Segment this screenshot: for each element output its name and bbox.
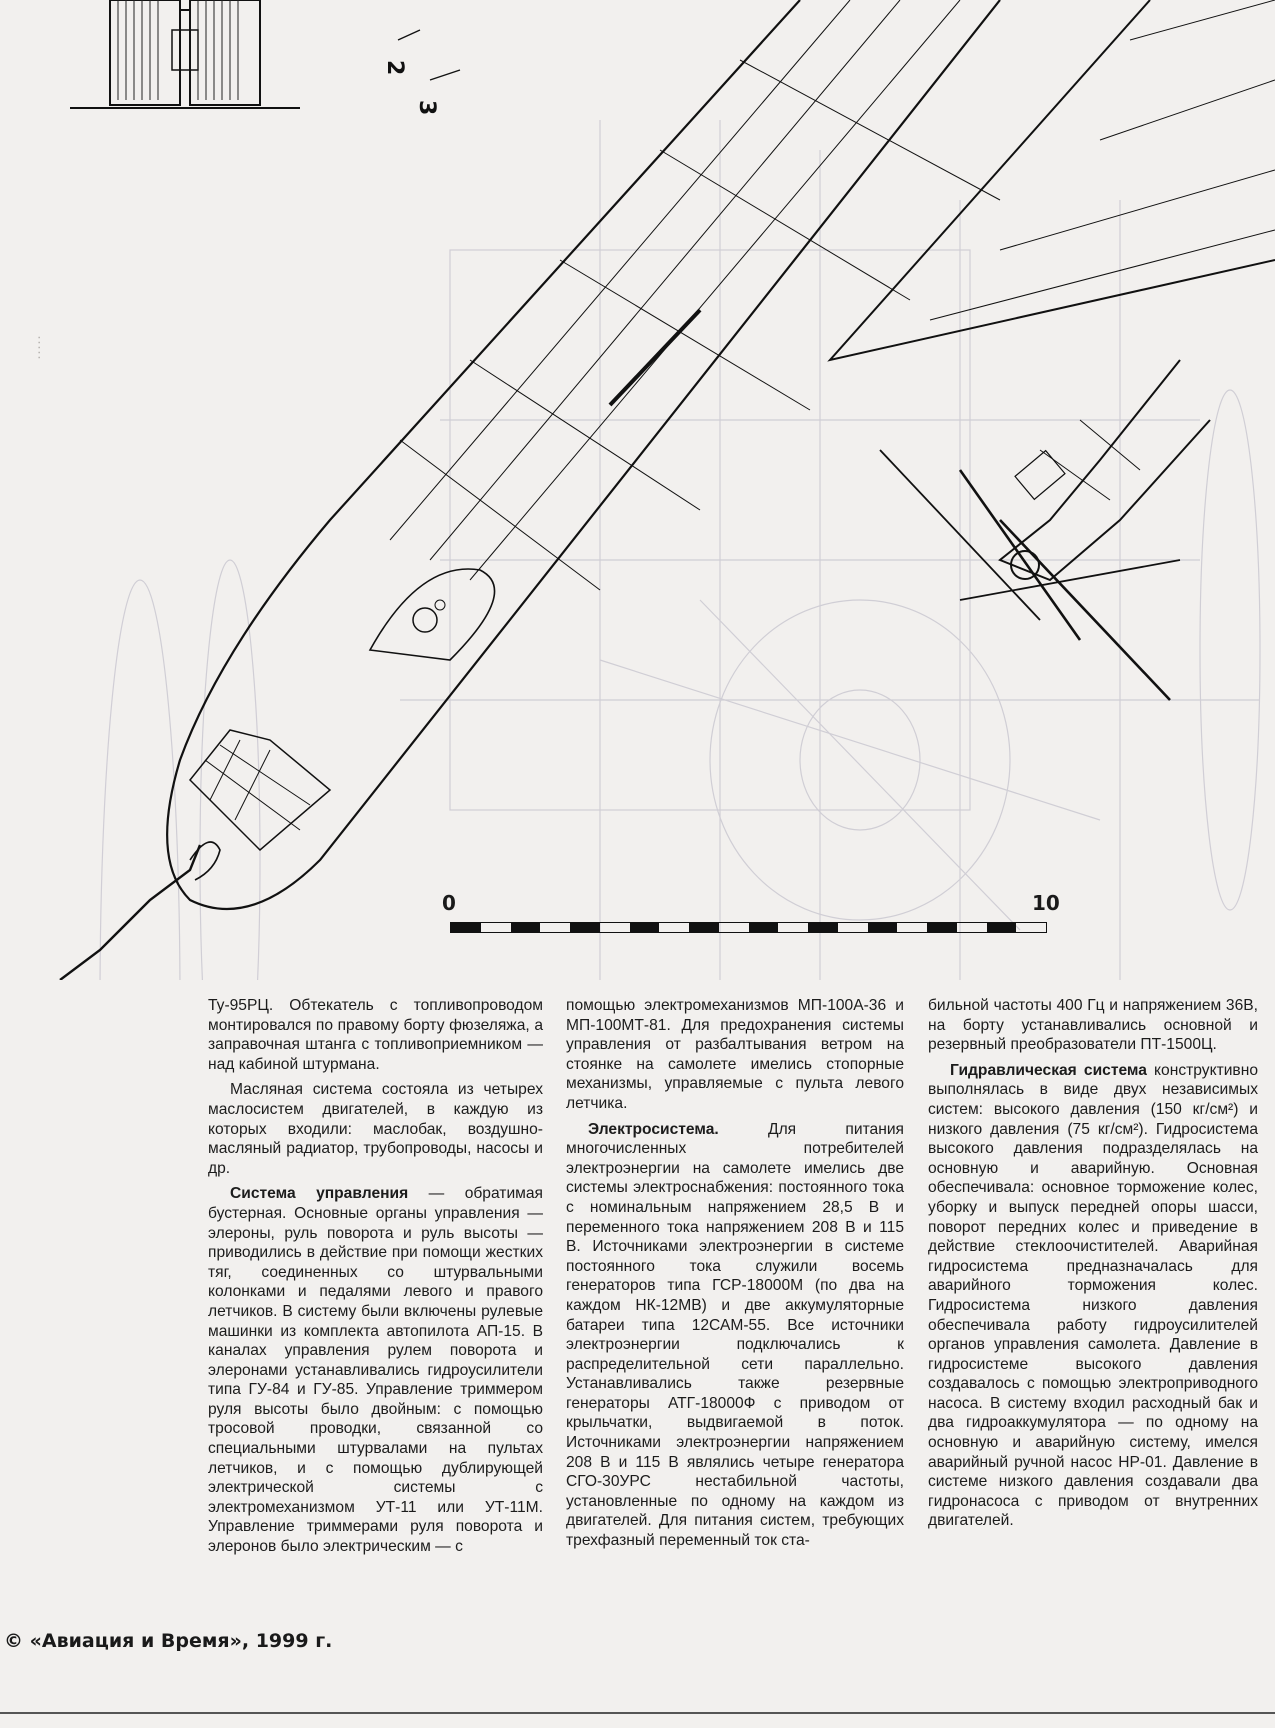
paragraph-rc: Ту-95РЦ. Обтекатель с топливопроводом монтировался по правому борту фюзеляжа, а заправочная штанга с топливоприемником — над кабиной штурмана. [208,997,543,1073]
text-column-3 [928,996,1258,1537]
scale-end-label: 10 [1032,891,1060,915]
paragraph-control-system [208,1184,543,1556]
heading-hydraulic: Гидравлическая система [950,1061,1147,1079]
control-system-text: — обратимая бустерная. Основные органы управления — элероны, руль поворота и руль высоты — приводились в действие при помощи жестких тяг, соединенных со штурвальными колонками и педалями левого и правого летчиков. В систему были включены рулевые машинки из комплекта автопилота АП-15. В каналах управления рулем поворота и элеронами устанавливались гидроусилители типа ГУ-84 и ГУ-85. Управление триммером руля высоты было двойным: с помощью тросовой проводки, связанной со специальными штурвалами на пультах летчиков, и с помощью дублирующей электрической системы с электромеханизмом УТ-11 или УТ-11М. Управление триммерами руля поворота и элеронов было электрическим — с [208,1185,543,1556]
text-column-2 [566,996,904,1557]
electrical-text: Для питания многочисленных потребителей электроэнергии на самолете имелись две системы электроснабжения: постоянного тока с номинальным напряжением 28,5 В и переменного тока напряжением 208 В и 115 В. Источниками электроэнергии в системе постоянного тока служили восемь генераторов типа ГСР-18000М (по два на каждом НК-12МВ) и две аккумуляторные батареи типа 12САМ-55. Все источники электроэнергии подключались к распределительной сети параллельно. Устанавливались также резервные генераторы АТГ-18000Ф с приводом от крыльчатки, выдвигаемой в поток. Источниками электроэнергии напряжением 208 В и 115 В являлись четыре генератора СГО-30УРС нестабильной частоты, установленные по одному на каждом из двигателей. Для питания систем, требующих трехфазный переменный ток ста- [566,1120,904,1550]
heading-electrical: Электросистема. [588,1120,719,1138]
copyright-footer: © «Авиация и Время», 1999 г. [4,1630,333,1652]
paragraph-electrical-cont: бильной частоты 400 Гц и напряжением 36В, на борту устанавливались основной и резервный преобразователи ПТ-1500Ц. [928,997,1258,1054]
paragraph-hydraulic [928,1061,1258,1531]
scale-ruler [450,922,1047,933]
scale-start-label: 0 [442,891,456,915]
scale-bar [440,891,1060,935]
heading-control-system: Система управления [230,1185,409,1203]
section-label-2: 2 [382,60,407,76]
paragraph-oil-system: Масляная система состояла из четырех маслосистем двигателей, в каждую из которых входили: маслобак, воздушно-масляный радиатор, трубопроводы, насосы и др. [208,1081,543,1177]
hydraulic-text: конструктивно выполнялась в виде двух независимых систем: высокого давления (150 кг/см²) и низкого давления (75 кг/см²). Гидросистема высокого давления подразделялась на основную и аварийную. Основная обеспечивала: основное торможение колес, уборку и выпуск передней опоры шасси, поворот передних колес и приведение в действие стеклоочистителей. Аварийная гидросистема предназначалась для аварийного торможения колес. Гидросистема низкого давления обеспечивала работу гидроусилителей органов управления самолета. Давление в гидросистеме высокого давления создавалось с помощью электроприводного насоса. В систему входил расходный бак и два гидроаккумулятора — по одному на основную и аварийную систему, имелся аварийный ручной насос НР-01. Давление в системе низкого давления создавали два гидронасоса с приводом от внутренних двигателей. [928,1061,1258,1530]
text-column-1 [208,996,543,1563]
bottom-divider [0,1712,1275,1714]
paragraph-electrical [566,1120,904,1551]
ghost-bleed-text: ····· [30,335,47,360]
section-label-3: 3 [414,100,439,116]
paragraph-control-cont: помощью электромеханизмов МП-100А-36 и МП-100МТ-81. Для предохранения системы управления от разбалтывания ветром на стоянке на самолете имелись стопорные механизмы, управляемые с пульта левого летчика. [566,997,904,1112]
